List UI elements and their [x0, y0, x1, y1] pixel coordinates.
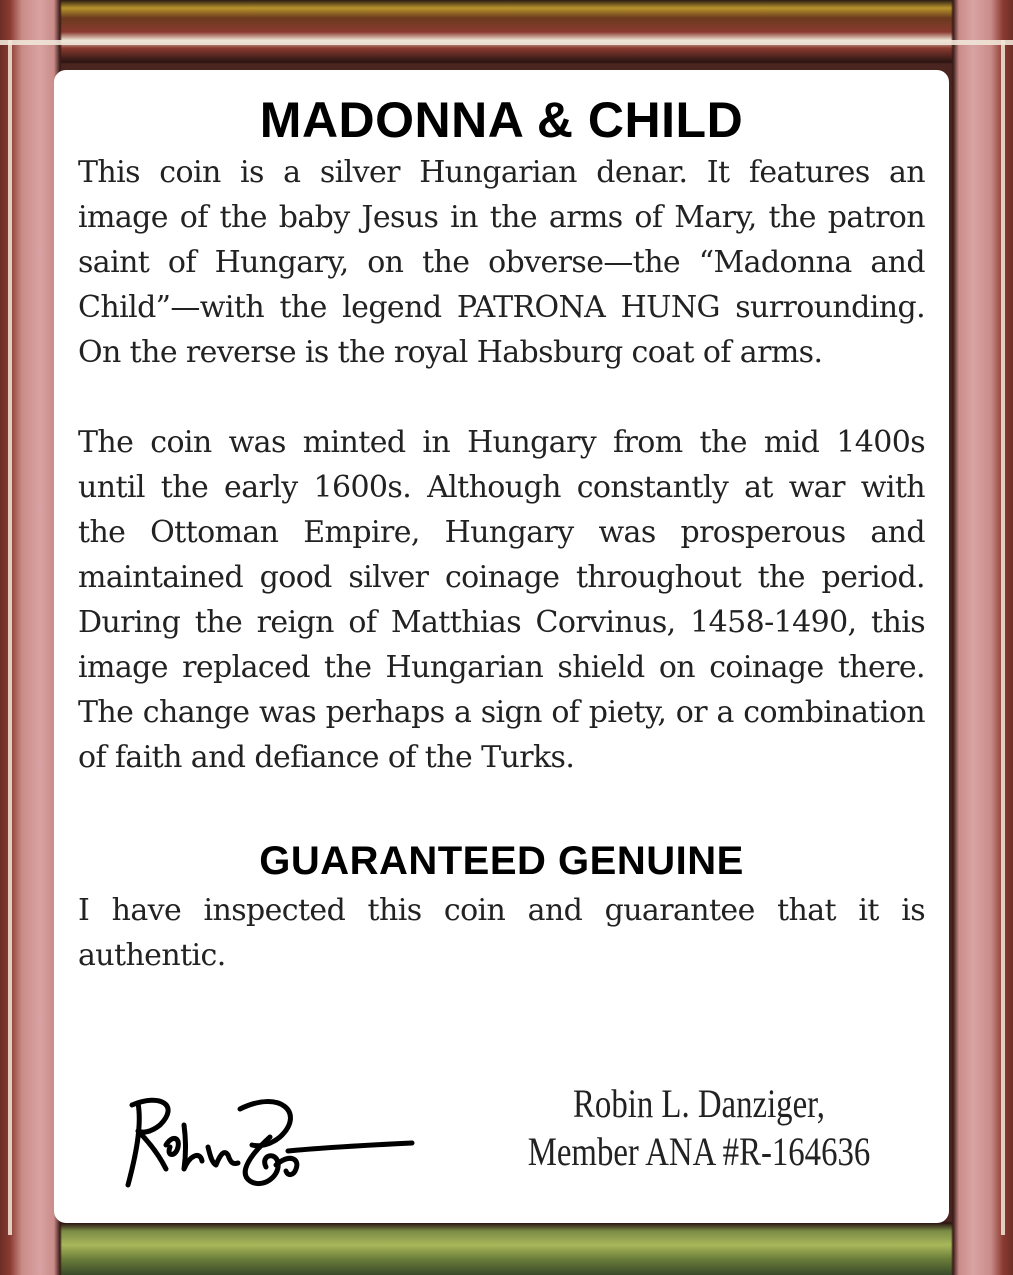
signer-membership: Member ANA #R-164636: [527, 1129, 871, 1174]
title-heading: MADONNA & CHILD: [259, 92, 744, 148]
guarantee-paragraph: I have inspected this coin and guarantee that it is authentic.: [78, 893, 925, 973]
certificate-card: [54, 70, 949, 1223]
frame-right-stripe: [1001, 40, 1005, 1235]
signature-image: [120, 1085, 420, 1195]
frame-left-stripe: [8, 40, 12, 1235]
handwritten-signature: [120, 1085, 420, 1195]
signer-block: [523, 1080, 876, 1176]
signer-name: Robin L. Danziger,: [573, 1081, 825, 1126]
description-paragraph: This coin is a silver Hungarian denar. It features an image of the baby Jesus in the arms of Mary, the patron saint of Hungary, on the obverse—the “Madonna and Child”—with the legend PATRONA HUNG surrounding. On the reverse is the royal Habsburg coat of arms.: [78, 155, 925, 370]
guarantee-heading: GUARANTEED GENUINE: [259, 839, 744, 883]
history-paragraph: The coin was minted in Hungary from the mid 1400s until the early 1600s. Although constantly at war with the Ottoman Empire, Hungary was prosperous and maintained good silver coinage throughout the period. During the reign of Matthias Corvinus, 1458-1490, this image replaced the Hungarian shield on coinage there. The change was perhaps a sign of piety, or a combination of faith and defiance of the Turks.: [78, 425, 925, 775]
frame-top-line: [0, 40, 1013, 45]
